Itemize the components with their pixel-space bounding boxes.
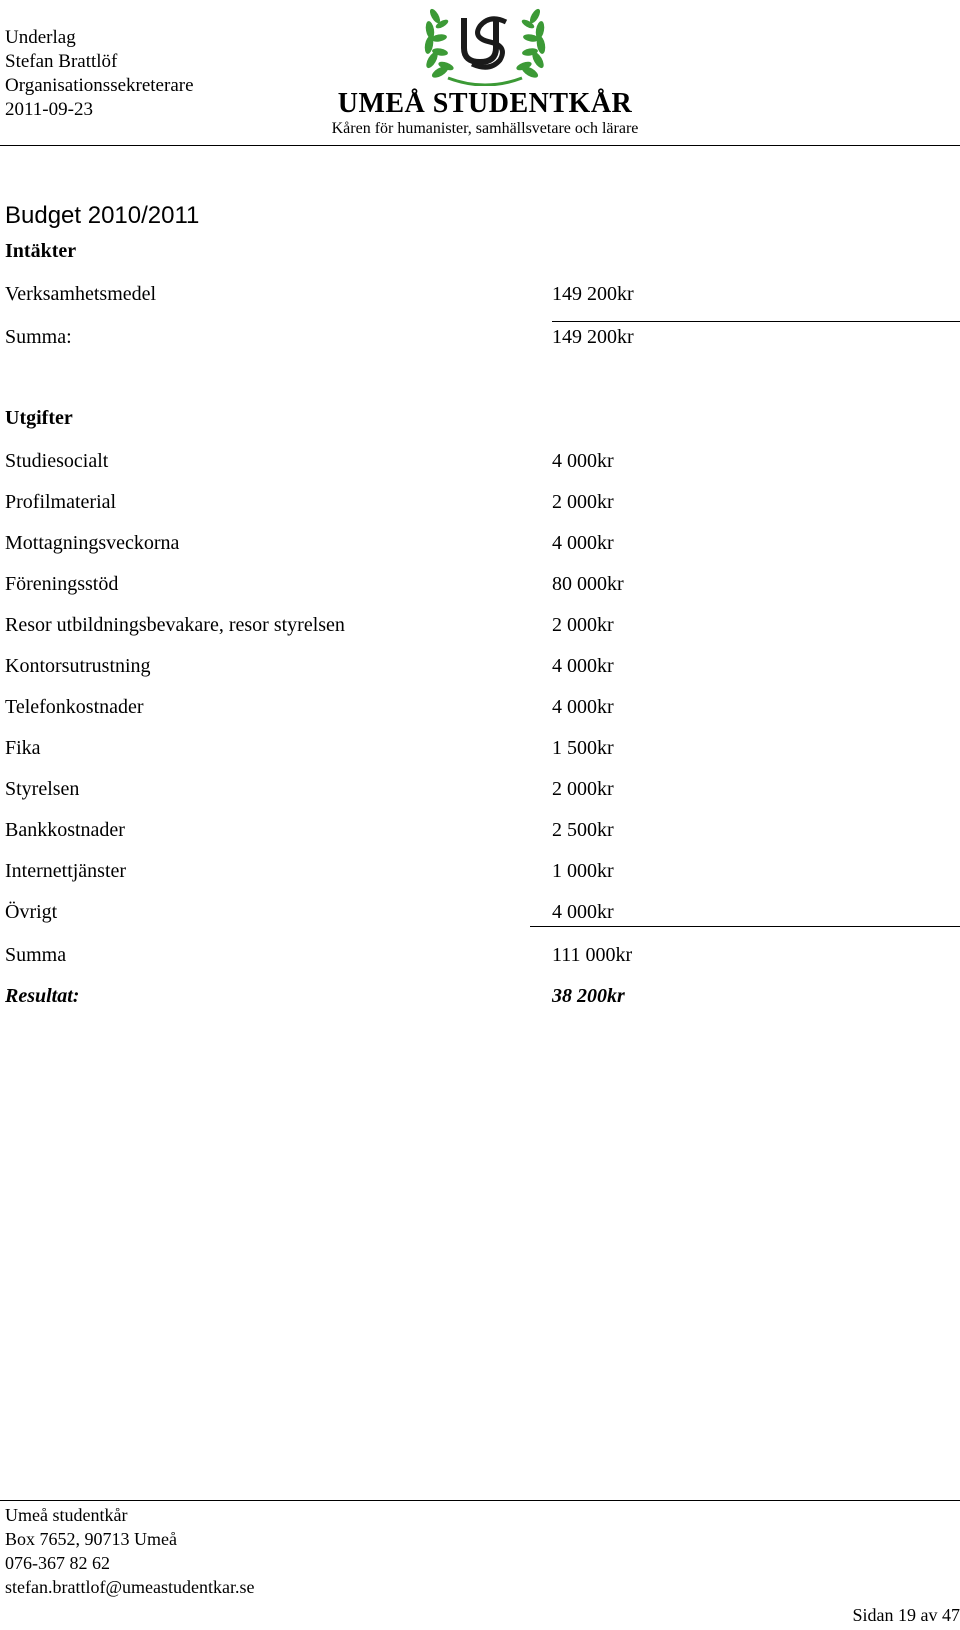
expense-value: 4 000kr bbox=[552, 696, 614, 718]
meta-doc-type: Underlag bbox=[5, 27, 76, 48]
income-label: Verksamhetsmedel bbox=[5, 283, 157, 305]
expense-row bbox=[0, 573, 960, 601]
org-logo bbox=[320, 0, 650, 140]
result-row bbox=[0, 985, 960, 1013]
result-label: Resultat: bbox=[5, 985, 80, 1007]
page-title: Budget 2010/2011 bbox=[5, 202, 200, 229]
expense-value: 2 000kr bbox=[552, 491, 614, 513]
expense-row bbox=[0, 819, 960, 847]
expense-row bbox=[0, 450, 960, 478]
expense-row bbox=[0, 901, 960, 929]
income-total-row bbox=[0, 326, 960, 354]
expense-label: Övrigt bbox=[5, 901, 58, 923]
expense-value: 2 000kr bbox=[552, 614, 614, 636]
income-divider bbox=[552, 321, 960, 322]
income-heading: Intäkter bbox=[5, 240, 77, 262]
expenses-total-row bbox=[0, 944, 960, 972]
expense-label: Telefonkostnader bbox=[5, 696, 144, 718]
expense-label: Kontorsutrustning bbox=[5, 655, 151, 677]
expense-value: 2 500kr bbox=[552, 819, 614, 841]
footer-divider bbox=[0, 1500, 960, 1501]
expense-row bbox=[0, 696, 960, 724]
meta-author: Stefan Brattlöf bbox=[5, 51, 118, 72]
expense-row bbox=[0, 778, 960, 806]
expense-value: 80 000kr bbox=[552, 573, 624, 595]
expense-value: 1 500kr bbox=[552, 737, 614, 759]
us-laurel-logo-icon bbox=[420, 0, 550, 86]
expense-row bbox=[0, 614, 960, 642]
expense-label: Bankkostnader bbox=[5, 819, 125, 841]
expense-label: Styrelsen bbox=[5, 778, 80, 800]
income-total-value: 149 200kr bbox=[552, 326, 634, 348]
header-divider bbox=[0, 145, 960, 146]
footer-org: Umeå studentkår bbox=[5, 1505, 128, 1525]
page-number: Sidan 19 av 47 bbox=[852, 1605, 960, 1625]
expense-label: Mottagningsveckorna bbox=[5, 532, 180, 554]
expense-label: Resor utbildningsbevakare, resor styrelsen bbox=[5, 614, 345, 636]
footer-phone: 076-367 82 62 bbox=[5, 1553, 110, 1573]
expense-value: 4 000kr bbox=[552, 532, 614, 554]
org-tagline: Kåren för humanister, samhällsvetare och lärare bbox=[331, 120, 639, 137]
org-name: UMEÅ STUDENTKÅR bbox=[337, 88, 633, 119]
expense-label: Profilmaterial bbox=[5, 491, 117, 513]
expense-value: 4 000kr bbox=[552, 901, 614, 923]
document-meta bbox=[5, 26, 194, 122]
expenses-total-label: Summa bbox=[5, 944, 67, 966]
expenses-total-value: 111 000kr bbox=[552, 944, 633, 966]
expense-label: Fika bbox=[5, 737, 41, 759]
expense-row bbox=[0, 860, 960, 888]
expenses-heading: Utgifter bbox=[5, 407, 73, 429]
expense-value: 4 000kr bbox=[552, 450, 614, 472]
expenses-divider bbox=[530, 926, 960, 927]
meta-role: Organisationssekreterare bbox=[5, 75, 194, 96]
expense-row bbox=[0, 491, 960, 519]
result-value: 38 200kr bbox=[552, 985, 625, 1007]
footer-email: stefan.brattlof@umeastudentkar.se bbox=[5, 1577, 255, 1597]
expense-label: Studiesocialt bbox=[5, 450, 109, 472]
income-row bbox=[0, 283, 960, 311]
expense-row bbox=[0, 737, 960, 765]
meta-date: 2011-09-23 bbox=[5, 99, 93, 120]
expense-value: 4 000kr bbox=[552, 655, 614, 677]
expense-value: 2 000kr bbox=[552, 778, 614, 800]
expense-value: 1 000kr bbox=[552, 860, 614, 882]
expense-row bbox=[0, 655, 960, 683]
footer-address: Box 7652, 90713 Umeå bbox=[5, 1529, 177, 1549]
footer-contact bbox=[5, 1503, 255, 1599]
expense-label: Föreningsstöd bbox=[5, 573, 119, 595]
expense-row bbox=[0, 532, 960, 560]
income-value: 149 200kr bbox=[552, 283, 634, 305]
income-total-label: Summa: bbox=[5, 326, 72, 348]
expense-label: Internettjänster bbox=[5, 860, 127, 882]
